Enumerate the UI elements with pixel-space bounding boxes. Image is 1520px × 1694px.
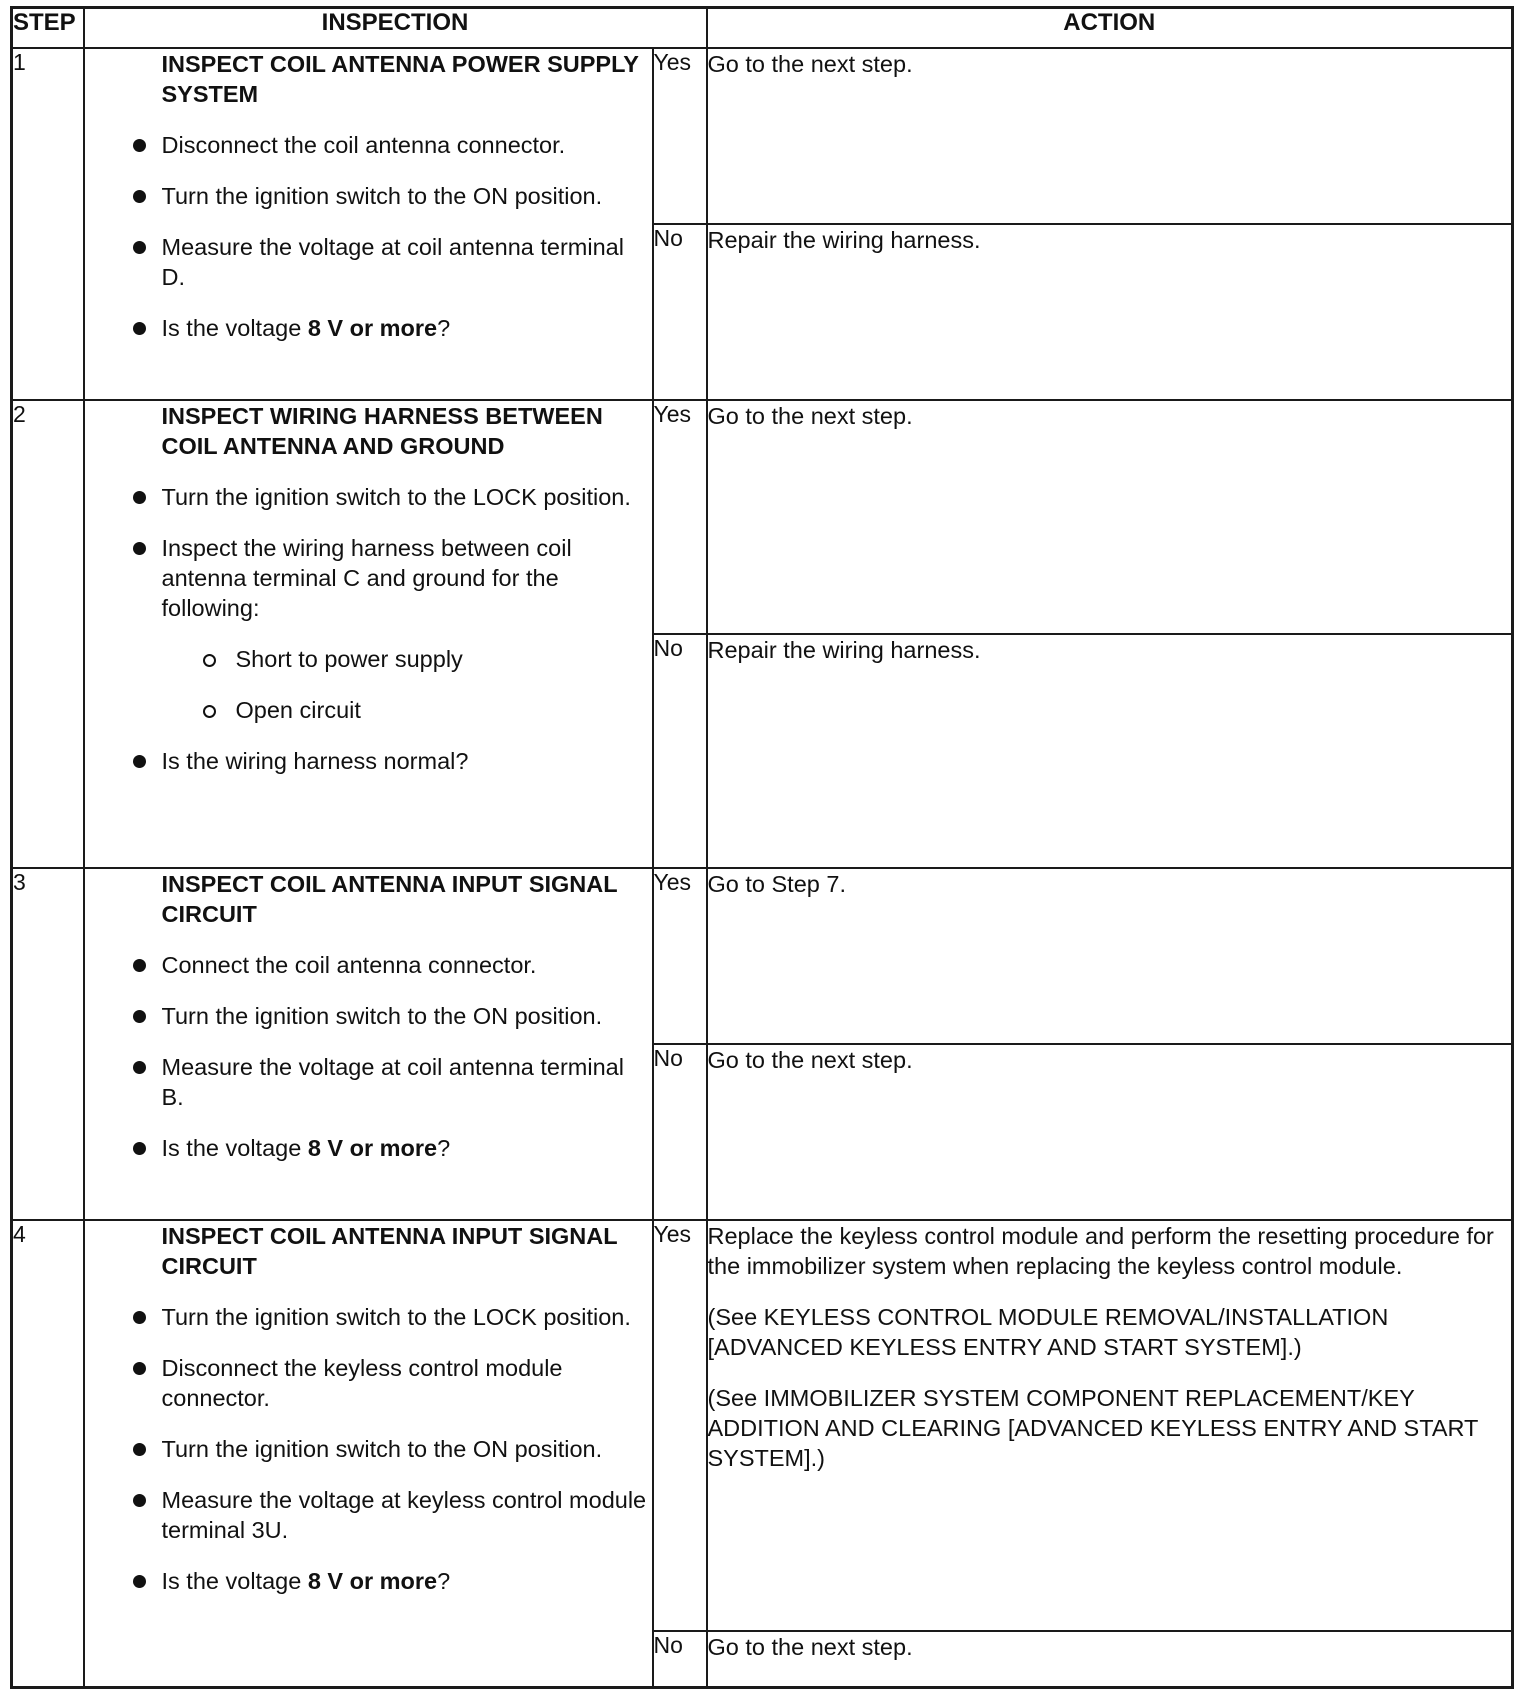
bullet-dot-icon bbox=[133, 241, 146, 254]
step-bullets bbox=[85, 950, 652, 1163]
hollow-circle-icon bbox=[203, 705, 216, 718]
yes-action: Go to the next step. bbox=[707, 400, 1513, 634]
step-title: INSPECT COIL ANTENNA INPUT SIGNAL CIRCUIT bbox=[161, 871, 618, 927]
yes-action: Replace the keyless control module and perform the resetting procedure for the immobilizer system when replacing the keyless control module. (See KEYLESS CONTROL MODULE REMOVAL/INSTALLATION [ADVANCED KEYLESS ENTRY AND START SYSTEM].) (See IMMOBILIZER SYSTEM COMPONENT REPLACEMENT/KEY ADDITION AND CLEARING [ADVANCED KEYLESS ENTRY AND START SYSTEM].) bbox=[707, 1220, 1513, 1631]
header-step: STEP bbox=[12, 8, 84, 49]
step-2-yes-row bbox=[12, 400, 1513, 634]
step-inspection bbox=[84, 48, 653, 400]
bullet-dot-icon bbox=[133, 1142, 146, 1155]
bullet-dot-icon bbox=[133, 959, 146, 972]
no-action: Go to the next step. bbox=[707, 1631, 1513, 1687]
diagnostic-table bbox=[10, 6, 1514, 1689]
reference-link-keyless-module: (See KEYLESS CONTROL MODULE REMOVAL/INSTALLATION [ADVANCED KEYLESS ENTRY AND START SYSTEM].) bbox=[707, 1304, 1389, 1360]
bullet-dot-icon bbox=[133, 1061, 146, 1074]
step-bullets bbox=[85, 1302, 652, 1596]
reference-link-immobilizer: (See IMMOBILIZER SYSTEM COMPONENT REPLACEMENT/KEY ADDITION AND CLEARING [ADVANCED KEYLESS ENTRY AND START SYSTEM].) bbox=[707, 1385, 1478, 1471]
bullet-item: Turn the ignition switch to the ON position. bbox=[85, 181, 652, 211]
bullet-item: Measure the voltage at coil antenna terminal D. bbox=[85, 232, 652, 292]
bullet-item: Connect the coil antenna connector. bbox=[85, 950, 652, 980]
bullet-dot-icon bbox=[133, 1494, 146, 1507]
bullet-item: Turn the ignition switch to the LOCK position. bbox=[85, 482, 652, 512]
step-number: 1 bbox=[12, 48, 84, 400]
step-number: 4 bbox=[12, 1220, 84, 1687]
step-bullets bbox=[85, 130, 652, 343]
bullet-item: Turn the ignition switch to the LOCK position. bbox=[85, 1302, 652, 1332]
bullet-item: Turn the ignition switch to the ON position. bbox=[85, 1001, 652, 1031]
yes-action: Go to Step 7. bbox=[707, 868, 1513, 1044]
step-title: INSPECT WIRING HARNESS BETWEEN COIL ANTENNA AND GROUND bbox=[161, 403, 603, 459]
bullet-item: Inspect the wiring harness between coil antenna terminal C and ground for the following: Short to power supply Open circuit bbox=[85, 533, 652, 725]
no-action: Repair the wiring harness. bbox=[707, 224, 1513, 400]
bullet-question: Is the voltage 8 V or more? bbox=[85, 1566, 652, 1596]
header-inspection: INSPECTION bbox=[84, 8, 707, 49]
step-inspection bbox=[84, 868, 653, 1220]
bullet-dot-icon bbox=[133, 491, 146, 504]
bullet-dot-icon bbox=[133, 755, 146, 768]
bullet-dot-icon bbox=[133, 1311, 146, 1324]
yes-label: Yes bbox=[653, 400, 707, 634]
bullet-item: Turn the ignition switch to the ON position. bbox=[85, 1434, 652, 1464]
step-inspection bbox=[84, 400, 653, 868]
yes-label: Yes bbox=[653, 1220, 707, 1631]
step-number: 2 bbox=[12, 400, 84, 868]
step-number: 3 bbox=[12, 868, 84, 1220]
step-4-yes-row bbox=[12, 1220, 1513, 1631]
bullet-dot-icon bbox=[133, 139, 146, 152]
bullet-dot-icon bbox=[133, 542, 146, 555]
no-label: No bbox=[653, 1631, 707, 1687]
no-action: Go to the next step. bbox=[707, 1044, 1513, 1220]
yes-label: Yes bbox=[653, 48, 707, 224]
bullet-item: Measure the voltage at keyless control module terminal 3U. bbox=[85, 1485, 652, 1545]
bullet-dot-icon bbox=[133, 1010, 146, 1023]
bullet-question: Is the voltage 8 V or more? bbox=[85, 313, 652, 343]
no-label: No bbox=[653, 634, 707, 868]
sub-bullets bbox=[162, 644, 652, 725]
step-title: INSPECT COIL ANTENNA POWER SUPPLY SYSTEM bbox=[161, 51, 639, 107]
bullet-dot-icon bbox=[133, 190, 146, 203]
bullet-item: Disconnect the keyless control module connector. bbox=[85, 1353, 652, 1413]
bullet-dot-icon bbox=[133, 1362, 146, 1375]
step-3-yes-row bbox=[12, 868, 1513, 1044]
bullet-dot-icon bbox=[133, 1575, 146, 1588]
bullet-question: Is the wiring harness normal? bbox=[85, 746, 652, 776]
yes-label: Yes bbox=[653, 868, 707, 1044]
bullet-question: Is the voltage 8 V or more? bbox=[85, 1133, 652, 1163]
diagnostic-procedure-sheet bbox=[10, 6, 1511, 1689]
step-inspection bbox=[84, 1220, 653, 1687]
step-1-yes-row bbox=[12, 48, 1513, 224]
header-row bbox=[12, 8, 1513, 49]
no-action: Repair the wiring harness. bbox=[707, 634, 1513, 868]
bullet-item: Measure the voltage at coil antenna terminal B. bbox=[85, 1052, 652, 1112]
sub-bullet-item: Short to power supply bbox=[162, 644, 652, 674]
step-bullets bbox=[85, 482, 652, 776]
bullet-item: Disconnect the coil antenna connector. bbox=[85, 130, 652, 160]
header-action: ACTION bbox=[707, 8, 1513, 49]
bullet-dot-icon bbox=[133, 322, 146, 335]
no-label: No bbox=[653, 224, 707, 400]
step-title: INSPECT COIL ANTENNA INPUT SIGNAL CIRCUIT bbox=[161, 1223, 618, 1279]
hollow-circle-icon bbox=[203, 654, 216, 667]
yes-action: Go to the next step. bbox=[707, 48, 1513, 224]
bullet-dot-icon bbox=[133, 1443, 146, 1456]
sub-bullet-item: Open circuit bbox=[162, 695, 652, 725]
no-label: No bbox=[653, 1044, 707, 1220]
